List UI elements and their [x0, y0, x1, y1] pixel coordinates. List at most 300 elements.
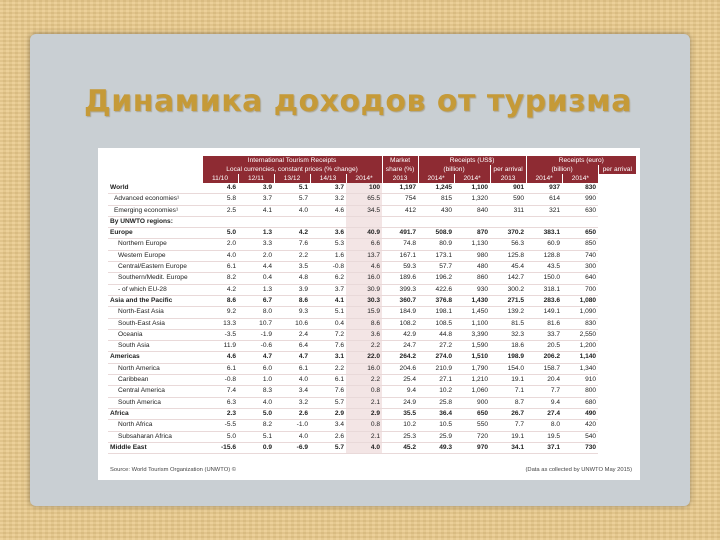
table-cell: 34.1: [490, 442, 526, 453]
column-group-header: Receipts (euro): [526, 156, 636, 165]
table-row: [108, 318, 636, 329]
table-cell: 24.7: [382, 341, 418, 352]
table-cell: 5.7: [274, 194, 310, 205]
table-row: [108, 341, 636, 352]
table-cell: 2.1: [346, 431, 382, 442]
table-cell: 5.1: [310, 307, 346, 318]
table-cell: 8.6: [346, 318, 382, 329]
table-cell: [382, 216, 418, 227]
table-cell: 4.0: [238, 397, 274, 408]
row-label: Oceania: [108, 329, 202, 340]
table-cell: 3.6: [346, 329, 382, 340]
table-cell: 3,390: [454, 329, 490, 340]
table-row: [108, 375, 636, 386]
table-row: [108, 431, 636, 442]
table-cell: 10.6: [274, 318, 310, 329]
table-cell: 42.9: [382, 329, 418, 340]
table-row: [108, 216, 636, 227]
table-cell: 0.8: [346, 386, 382, 397]
table-cell: 321: [526, 205, 562, 216]
table-cell: 44.8: [418, 329, 454, 340]
table-cell: 22.0: [346, 352, 382, 363]
table-cell: -3.5: [202, 329, 238, 340]
table-cell: 480: [454, 262, 490, 273]
table-cell: [418, 216, 454, 227]
row-label: South Asia: [108, 341, 202, 352]
table-cell: -0.8: [310, 262, 346, 273]
table-cell: 990: [562, 194, 598, 205]
row-label: Africa: [108, 408, 202, 419]
table-cell: 4.7: [238, 352, 274, 363]
column-group-header: (billion): [526, 165, 598, 174]
table-cell: 206.2: [526, 352, 562, 363]
table-cell: 56.3: [490, 239, 526, 250]
table-cell: 59.3: [382, 262, 418, 273]
table-cell: 4.0: [274, 205, 310, 216]
table-cell: 16.0: [346, 273, 382, 284]
table-cell: 1,080: [562, 295, 598, 306]
table-cell: 1,200: [562, 341, 598, 352]
table-cell: 204.6: [382, 363, 418, 374]
table-cell: 3.7: [310, 183, 346, 194]
table-cell: 2.6: [274, 408, 310, 419]
table-cell: 7.1: [490, 386, 526, 397]
row-label: Europe: [108, 228, 202, 239]
slide-title: Динамика доходов от туризма: [84, 84, 632, 119]
table-cell: 19.1: [490, 375, 526, 386]
header-blank: [108, 156, 202, 165]
table-cell: 5.7: [310, 442, 346, 453]
table-cell: 3.6: [310, 228, 346, 239]
table-cell: 6.6: [346, 239, 382, 250]
year-header: 2014*: [346, 174, 382, 183]
row-label: Western Europe: [108, 250, 202, 261]
year-header: 2013: [490, 174, 526, 183]
table-cell: 196.2: [418, 273, 454, 284]
table-cell: 139.2: [490, 307, 526, 318]
table-cell: 980: [454, 250, 490, 261]
table-cell: [310, 216, 346, 227]
table-cell: 100: [346, 183, 382, 194]
table-cell: 2.9: [310, 408, 346, 419]
table-cell: 318.1: [526, 284, 562, 295]
table-cell: 5.0: [202, 228, 238, 239]
table-cell: 108.2: [382, 318, 418, 329]
row-label: Caribbean: [108, 375, 202, 386]
table-cell: 27.4: [526, 408, 562, 419]
table-cell: 370.2: [490, 228, 526, 239]
year-header: 11/10: [202, 174, 238, 183]
table-cell: 4.6: [346, 262, 382, 273]
table-cell: 4.1: [238, 205, 274, 216]
row-label: Asia and the Pacific: [108, 295, 202, 306]
table-cell: 1,245: [418, 183, 454, 194]
table-cell: 830: [562, 318, 598, 329]
table-cell: 10.7: [238, 318, 274, 329]
year-header: 2014*: [526, 174, 562, 183]
table-cell: 2.2: [310, 363, 346, 374]
table-cell: 2.5: [202, 205, 238, 216]
column-group-header: share (%): [382, 165, 418, 174]
table-cell: 7.7: [526, 386, 562, 397]
table-cell: 4.1: [310, 295, 346, 306]
table-cell: -1.0: [274, 420, 310, 431]
table-cell: 937: [526, 183, 562, 194]
row-label: South-East Asia: [108, 318, 202, 329]
table-cell: 412: [382, 205, 418, 216]
table-cell: 680: [562, 397, 598, 408]
table-cell: 8.3: [238, 386, 274, 397]
table-cell: 283.6: [526, 295, 562, 306]
table-cell: 3.4: [310, 420, 346, 431]
table-cell: 900: [454, 397, 490, 408]
table-cell: 830: [562, 183, 598, 194]
table-row: [108, 273, 636, 284]
table-cell: 5.8: [202, 194, 238, 205]
table-cell: 24.9: [382, 397, 418, 408]
table-row: [108, 386, 636, 397]
table-cell: 650: [562, 228, 598, 239]
table-cell: 1,100: [454, 318, 490, 329]
table-cell: 430: [418, 205, 454, 216]
table-cell: 274.0: [418, 352, 454, 363]
table-cell: 128.8: [526, 250, 562, 261]
table-cell: -5.5: [202, 420, 238, 431]
table-cell: 1,197: [382, 183, 418, 194]
table-cell: 154.0: [490, 363, 526, 374]
row-label: Americas: [108, 352, 202, 363]
table-cell: 7.6: [274, 239, 310, 250]
table-cell: 13.3: [202, 318, 238, 329]
table-cell: 27.1: [418, 375, 454, 386]
table-row: [108, 307, 636, 318]
table-cell: 5.0: [238, 408, 274, 419]
year-header: 13/12: [274, 174, 310, 183]
table-cell: 149.1: [526, 307, 562, 318]
table-cell: 16.0: [346, 363, 382, 374]
year-header: 2014*: [454, 174, 490, 183]
table-cell: 7.6: [310, 341, 346, 352]
year-header: 2014*: [418, 174, 454, 183]
table-cell: 10.5: [418, 420, 454, 431]
table-cell: 1,140: [562, 352, 598, 363]
table-cell: 20.5: [526, 341, 562, 352]
table-row: [108, 239, 636, 250]
table-cell: 0.9: [238, 442, 274, 453]
column-group-header: (billion): [418, 165, 490, 174]
table-cell: 8.7: [490, 397, 526, 408]
table-cell: [562, 216, 598, 227]
table-cell: 3.7: [238, 194, 274, 205]
table-cell: 422.6: [418, 284, 454, 295]
year-header: 12/11: [238, 174, 274, 183]
table-row: [108, 442, 636, 453]
table-cell: 65.5: [346, 194, 382, 205]
table-cell: 1.3: [238, 284, 274, 295]
table-cell: 360.7: [382, 295, 418, 306]
table-cell: 184.9: [382, 307, 418, 318]
table-cell: 6.0: [238, 363, 274, 374]
table-cell: 3.4: [274, 386, 310, 397]
table-cell: 1,090: [562, 307, 598, 318]
table-cell: 1,510: [454, 352, 490, 363]
table-cell: 15.9: [346, 307, 382, 318]
table-cell: 870: [454, 228, 490, 239]
table-cell: 930: [454, 284, 490, 295]
table-cell: 5.7: [310, 397, 346, 408]
table-cell: 198.1: [418, 307, 454, 318]
table-cell: -1.9: [238, 329, 274, 340]
table-row: [108, 205, 636, 216]
header-blank: [108, 174, 202, 183]
table-cell: 45.2: [382, 442, 418, 453]
table-cell: 10.2: [382, 420, 418, 431]
table-cell: 9.4: [526, 397, 562, 408]
table-cell: 74.8: [382, 239, 418, 250]
table-row: [108, 420, 636, 431]
table-cell: 1,790: [454, 363, 490, 374]
table-cell: 630: [562, 205, 598, 216]
table-cell: 1,340: [562, 363, 598, 374]
year-header: 14/13: [310, 174, 346, 183]
table-cell: 1,060: [454, 386, 490, 397]
table-cell: 7.2: [310, 329, 346, 340]
table-cell: 10.2: [418, 386, 454, 397]
table-cell: 3.3: [238, 239, 274, 250]
table-cell: 901: [490, 183, 526, 194]
table-cell: -0.6: [238, 341, 274, 352]
table-cell: 5.0: [202, 431, 238, 442]
table-cell: 614: [526, 194, 562, 205]
table-cell: 1,130: [454, 239, 490, 250]
table-cell: 540: [562, 431, 598, 442]
table-cell: 210.9: [418, 363, 454, 374]
table-cell: 5.3: [310, 239, 346, 250]
table-cell: 60.9: [526, 239, 562, 250]
row-label: South America: [108, 397, 202, 408]
table-cell: 9.3: [274, 307, 310, 318]
table-cell: 590: [490, 194, 526, 205]
table-image: [98, 148, 640, 480]
table-cell: 198.9: [490, 352, 526, 363]
table-cell: 754: [382, 194, 418, 205]
table-cell: 34.5: [346, 205, 382, 216]
table-cell: 4.6: [310, 205, 346, 216]
table-cell: 1,430: [454, 295, 490, 306]
table-cell: 4.2: [274, 228, 310, 239]
year-header: 2013: [382, 174, 418, 183]
table-cell: [202, 216, 238, 227]
table-cell: 37.1: [526, 442, 562, 453]
table-row: [108, 352, 636, 363]
table-cell: 383.1: [526, 228, 562, 239]
table-cell: 740: [562, 250, 598, 261]
table-cell: 6.1: [202, 363, 238, 374]
table-cell: 420: [562, 420, 598, 431]
table-row: [108, 194, 636, 205]
table-cell: 142.7: [490, 273, 526, 284]
table-cell: 0.8: [346, 420, 382, 431]
table-cell: 1,320: [454, 194, 490, 205]
table-cell: 2.9: [346, 408, 382, 419]
table-cell: 0.4: [238, 273, 274, 284]
row-label: North America: [108, 363, 202, 374]
table-cell: 8.2: [238, 420, 274, 431]
table-cell: 81.6: [526, 318, 562, 329]
table-cell: 4.4: [238, 262, 274, 273]
table-cell: 27.2: [418, 341, 454, 352]
table-cell: 2.0: [238, 250, 274, 261]
row-label: Emerging economies¹: [108, 205, 202, 216]
table-cell: 30.9: [346, 284, 382, 295]
table-cell: 33.7: [526, 329, 562, 340]
table-cell: 19.1: [490, 431, 526, 442]
table-cell: 3.1: [310, 352, 346, 363]
table-cell: 6.2: [310, 273, 346, 284]
table-cell: 25.3: [382, 431, 418, 442]
row-label: North Africa: [108, 420, 202, 431]
header-blank: [108, 165, 202, 174]
table-cell: 36.4: [418, 408, 454, 419]
row-label: Subsaharan Africa: [108, 431, 202, 442]
column-group-header: International Tourism Receipts: [202, 156, 382, 165]
table-cell: 508.9: [418, 228, 454, 239]
table-cell: 1,100: [454, 183, 490, 194]
table-cell: 4.0: [346, 442, 382, 453]
table-cell: 43.5: [526, 262, 562, 273]
table-cell: 25.4: [382, 375, 418, 386]
table-cell: 108.5: [418, 318, 454, 329]
table-cell: 45.4: [490, 262, 526, 273]
table-cell: 7.6: [310, 386, 346, 397]
row-label: Middle East: [108, 442, 202, 453]
row-label: Southern/Medit. Europe: [108, 273, 202, 284]
table-cell: 800: [562, 386, 598, 397]
table-cell: 2.6: [310, 431, 346, 442]
table-cell: 4.0: [274, 375, 310, 386]
table-row: [108, 295, 636, 306]
table-cell: 6.1: [202, 262, 238, 273]
table-cell: 6.3: [202, 397, 238, 408]
table-row: [108, 397, 636, 408]
table-cell: [274, 216, 310, 227]
table-cell: 13.7: [346, 250, 382, 261]
table-cell: 189.6: [382, 273, 418, 284]
row-label: - of which EU-28: [108, 284, 202, 295]
table-cell: 490: [562, 408, 598, 419]
table-cell: 2.3: [202, 408, 238, 419]
table-cell: 815: [418, 194, 454, 205]
table-cell: 4.6: [202, 183, 238, 194]
table-cell: 650: [454, 408, 490, 419]
row-label: Central/Eastern Europe: [108, 262, 202, 273]
table-cell: [346, 216, 382, 227]
table-cell: 730: [562, 442, 598, 453]
table-cell: 4.6: [202, 352, 238, 363]
table-cell: 173.1: [418, 250, 454, 261]
table-cell: -0.8: [202, 375, 238, 386]
table-cell: [526, 216, 562, 227]
table-cell: [238, 216, 274, 227]
table-cell: 1,590: [454, 341, 490, 352]
table-cell: 7.4: [202, 386, 238, 397]
table-cell: 700: [562, 284, 598, 295]
table-cell: 300: [562, 262, 598, 273]
table-cell: 5.1: [274, 183, 310, 194]
table-cell: 1,210: [454, 375, 490, 386]
table-cell: 2.2: [346, 341, 382, 352]
column-group-header: Receipts (US$): [418, 156, 526, 165]
table-cell: 6.1: [310, 375, 346, 386]
table-cell: 57.7: [418, 262, 454, 273]
table-cell: 720: [454, 431, 490, 442]
table-cell: 3.9: [274, 284, 310, 295]
table-cell: 8.0: [238, 307, 274, 318]
table-cell: 9.2: [202, 307, 238, 318]
table-cell: 300.2: [490, 284, 526, 295]
table-cell: 9.4: [382, 386, 418, 397]
table-row: [108, 329, 636, 340]
row-label: By UNWTO regions:: [108, 216, 202, 227]
table-cell: 35.5: [382, 408, 418, 419]
table-cell: 2.1: [346, 397, 382, 408]
table-cell: -6.9: [274, 442, 310, 453]
table-cell: 6.1: [274, 363, 310, 374]
table-cell: 8.0: [526, 420, 562, 431]
table-cell: 4.2: [202, 284, 238, 295]
table-cell: 840: [454, 205, 490, 216]
table-cell: 8.6: [202, 295, 238, 306]
table-cell: 32.3: [490, 329, 526, 340]
column-group-header: per arrival: [598, 165, 636, 174]
data-date-note: (Data as collected by UNWTO May 2015): [525, 467, 632, 473]
table-cell: 3.9: [238, 183, 274, 194]
table-cell: 850: [562, 239, 598, 250]
row-label: Advanced economies¹: [108, 194, 202, 205]
table-cell: -15.6: [202, 442, 238, 453]
table-cell: 0.4: [310, 318, 346, 329]
table-row: [108, 284, 636, 295]
table-cell: 158.7: [526, 363, 562, 374]
table-cell: 6.7: [238, 295, 274, 306]
table-cell: 80.9: [418, 239, 454, 250]
table-cell: 376.8: [418, 295, 454, 306]
table-cell: 1,450: [454, 307, 490, 318]
table-cell: 3.7: [310, 284, 346, 295]
table-cell: 125.8: [490, 250, 526, 261]
table-cell: 167.1: [382, 250, 418, 261]
table-cell: 640: [562, 273, 598, 284]
table-cell: 25.9: [418, 431, 454, 442]
table-cell: 2.2: [346, 375, 382, 386]
table-row: [108, 408, 636, 419]
table-row: [108, 250, 636, 261]
row-label: Central America: [108, 386, 202, 397]
table-cell: 18.6: [490, 341, 526, 352]
table-cell: 150.0: [526, 273, 562, 284]
table-cell: 5.1: [238, 431, 274, 442]
table-cell: 4.0: [274, 431, 310, 442]
table-cell: 1.6: [310, 250, 346, 261]
table-cell: 970: [454, 442, 490, 453]
year-header: 2014*: [562, 174, 598, 183]
table-cell: 3.2: [310, 194, 346, 205]
tourism-receipts-table: [108, 156, 636, 454]
table-cell: [490, 216, 526, 227]
table-cell: 40.9: [346, 228, 382, 239]
table-row: [108, 228, 636, 239]
table-cell: 3.2: [274, 397, 310, 408]
